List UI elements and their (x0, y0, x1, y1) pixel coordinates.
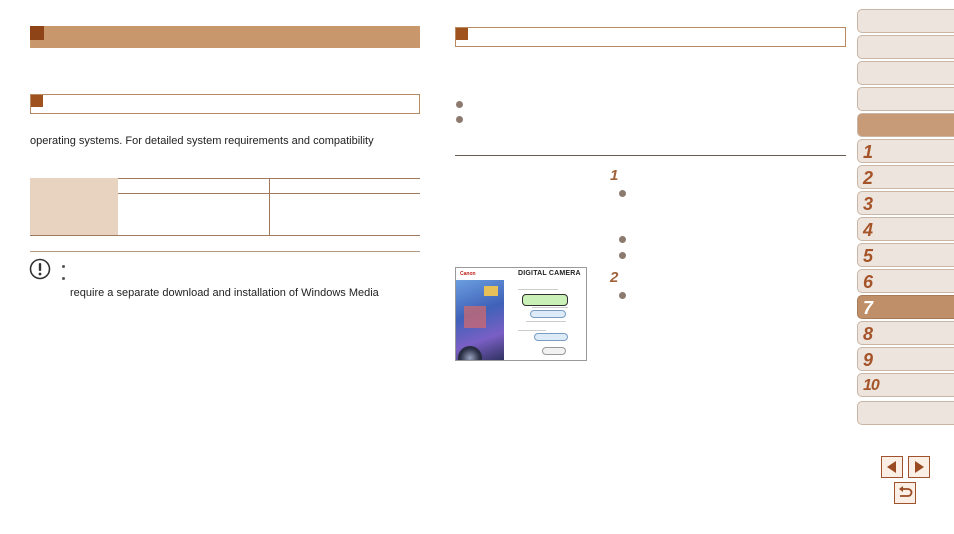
brand-logo: Canon (460, 271, 476, 277)
table-header-cell (30, 178, 118, 235)
caution-divider (30, 251, 420, 252)
sidebar-chapter-1[interactable] (857, 139, 954, 163)
section-header-marker (30, 26, 44, 40)
sidebar-chapter-2[interactable] (857, 165, 954, 189)
installer-artwork (456, 280, 504, 361)
prev-page-button[interactable] (881, 456, 903, 478)
arrow-right-icon (909, 457, 929, 477)
custom-installation-button (530, 310, 566, 318)
sidebar-chapter-9[interactable] (857, 347, 954, 371)
bullet (456, 116, 463, 123)
table-column-divider (269, 178, 270, 235)
bullet (456, 101, 463, 108)
bullet (619, 252, 626, 259)
sidebar-tab-before-use[interactable] (857, 35, 954, 59)
bullet (62, 265, 65, 268)
bullet (619, 190, 626, 197)
chapter-number: 3 (863, 194, 874, 214)
chapter-number: 5 (863, 246, 874, 266)
return-button[interactable] (894, 482, 916, 504)
bullet (619, 292, 626, 299)
exit-button (542, 347, 566, 355)
section-header-main (30, 26, 420, 48)
sidebar-chapter-10[interactable] (857, 373, 954, 397)
section-header-marker (31, 95, 43, 107)
next-page-button[interactable] (908, 456, 930, 478)
section-divider (455, 155, 846, 156)
sidebar-chapter-6[interactable] (857, 269, 954, 293)
sidebar-chapter-5[interactable] (857, 243, 954, 267)
chapter-number: 9 (863, 350, 874, 370)
sidebar-tab-cover[interactable] (857, 9, 954, 33)
chapter-number: 1 (863, 142, 874, 162)
sidebar-tab-contents[interactable] (857, 87, 954, 111)
chapter-number: 2 (863, 168, 874, 188)
sidebar-chapter-4[interactable] (857, 217, 954, 241)
chapter-number: 6 (863, 272, 874, 292)
section-header-system-requirements (30, 94, 420, 114)
bullet (619, 236, 626, 243)
arrow-left-icon (882, 457, 902, 477)
easy-installation-button (522, 294, 568, 306)
sidebar-tab-index[interactable] (857, 401, 954, 425)
installer-screenshot (455, 267, 587, 361)
sidebar-chapter-8[interactable] (857, 321, 954, 345)
step-number: 1 (610, 167, 619, 184)
bullet (62, 277, 65, 280)
section-header-installing (455, 27, 846, 47)
sidebar-tab-common-operations[interactable] (857, 61, 954, 85)
chapter-number: 10 (863, 377, 879, 394)
chapter-number: 8 (863, 324, 874, 344)
return-icon (895, 483, 915, 503)
caution-text: require a separate download and installation of Windows Media (70, 287, 379, 299)
sidebar-chapter-3[interactable] (857, 191, 954, 215)
register-button (534, 333, 568, 341)
sidebar-chapter-7[interactable] (857, 295, 954, 319)
exclamation-circle-icon (29, 258, 51, 280)
chapter-number: 7 (863, 298, 874, 318)
table-rule (30, 235, 420, 236)
chapter-number: 4 (863, 220, 874, 240)
sidebar-tab-basic-guide[interactable] (857, 113, 954, 137)
step-number: 2 (610, 269, 619, 286)
installer-title: DIGITAL CAMERA (518, 270, 581, 277)
requirements-text: operating systems. For detailed system requirements and compatibility (30, 135, 374, 147)
section-header-marker (456, 28, 468, 40)
